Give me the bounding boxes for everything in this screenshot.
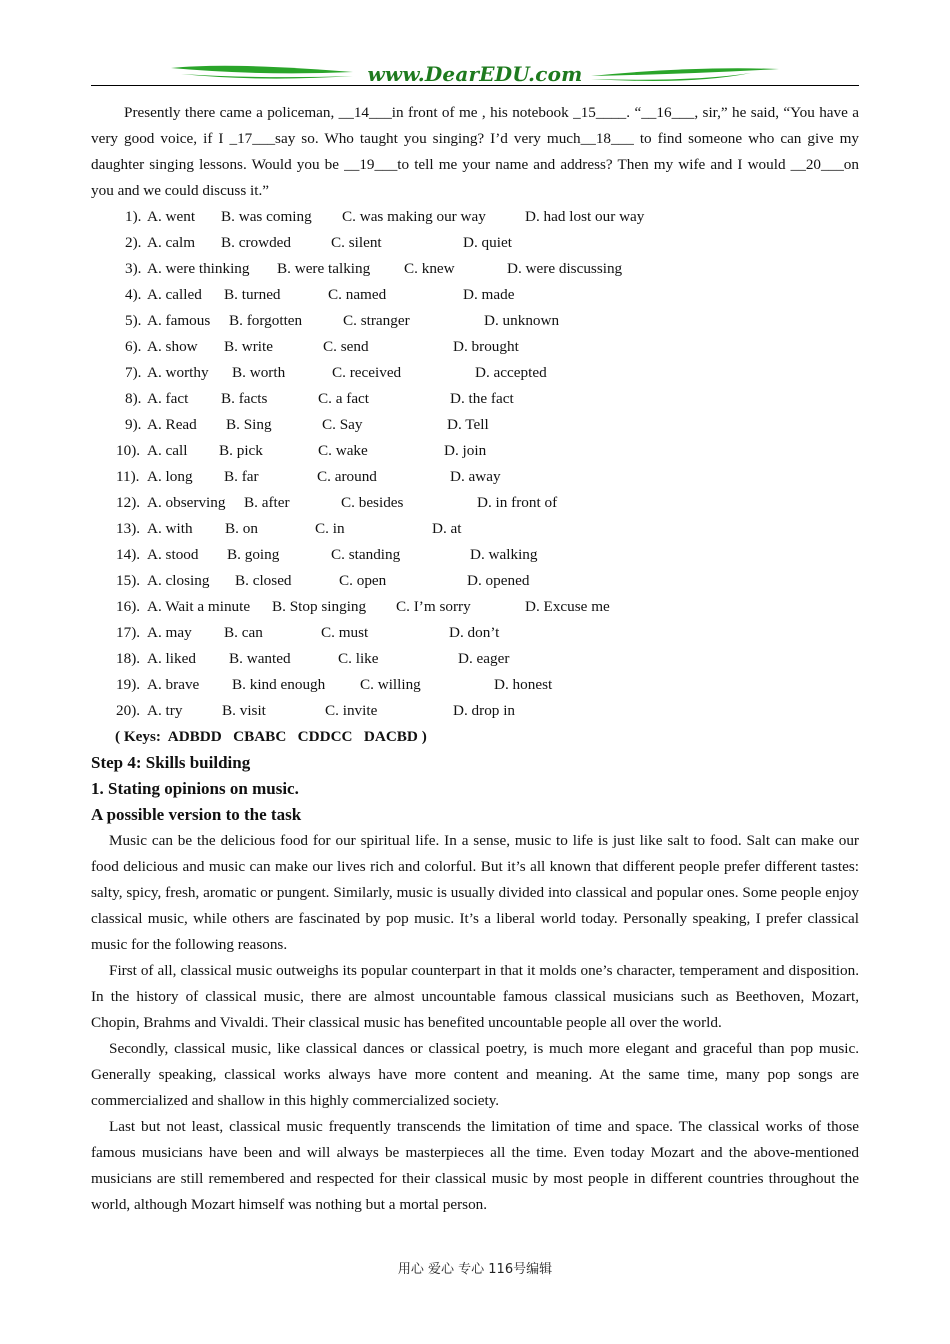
option-a: A. calm xyxy=(147,234,196,251)
option-a: A. try xyxy=(147,702,183,719)
option-a: A. were thinking xyxy=(147,260,250,277)
option-d: D. made xyxy=(463,286,515,303)
option-a: A. call xyxy=(147,442,188,459)
option-d: D. at xyxy=(432,520,462,537)
essay-paragraph: Secondly, classical music, like classical dances or classical poetry, is much more elegant and graceful than pop music. Generally speaking, classical works always have more content and meaning. At the same time, many pop songs are commercialized and shallow in this highly commercialized society. xyxy=(91,1040,859,1109)
option-d: D. unknown xyxy=(484,312,560,329)
option-a: A. show xyxy=(147,338,198,355)
option-a: A. Wait a minute xyxy=(147,598,251,615)
option-row xyxy=(91,672,859,698)
option-d: D. join xyxy=(444,442,487,459)
option-b: B. can xyxy=(224,624,263,641)
option-number: 3). xyxy=(125,260,142,277)
option-c: C. a fact xyxy=(318,390,370,407)
site-logo: www.DearEDU.com xyxy=(367,62,583,86)
option-row xyxy=(91,334,859,360)
option-number: 19). xyxy=(116,676,141,693)
option-c: C. send xyxy=(323,338,369,355)
option-a: A. famous xyxy=(147,312,211,329)
option-b: B. facts xyxy=(221,390,268,407)
option-number: 15). xyxy=(116,572,141,589)
option-d: D. honest xyxy=(494,676,553,693)
option-number: 17). xyxy=(116,624,141,641)
option-number: 10). xyxy=(116,442,141,459)
option-b: B. forgotten xyxy=(229,312,303,329)
option-number: 12). xyxy=(116,494,141,511)
option-c: C. willing xyxy=(360,676,421,693)
option-c: C. in xyxy=(315,520,345,537)
option-c: C. knew xyxy=(404,260,455,277)
option-c: C. I’m sorry xyxy=(396,598,471,615)
option-a: A. with xyxy=(147,520,193,537)
essay-paragraph: Music can be the delicious food for our spiritual life. In a sense, music to life is just like salt to food. Salt can make our food delicious and music can make our lives rich and colorful. But it’s all known that different people prefer different tastes: salty, spicy, fresh, aromatic or pungent. Similarly, music is usually divided into classical and popular ones. Some people enjoy classical music, while others are fascinated by pop music. It’s a liberal world today. Personally speaking, I prefer classical music for the following reasons. xyxy=(91,832,859,953)
option-row xyxy=(91,360,859,386)
option-c: C. received xyxy=(332,364,402,381)
option-row xyxy=(91,698,859,724)
option-c: C. stranger xyxy=(343,312,410,329)
option-row xyxy=(91,412,859,438)
essay-paragraph: First of all, classical music outweighs its popular counterpart in that it molds one’s character, temperament and disposition. In the history of classical music, there are almost uncountable famous classical musicians such as Beethoven, Mozart, Chopin, Brahms and Vivaldi. Their classical music has benefited uncountable people all over the world. xyxy=(91,962,859,1031)
option-b: B. on xyxy=(225,520,258,537)
answer-keys: ( Keys: ADBDD CBABC CDDCC DACBD ) xyxy=(115,728,427,745)
option-c: C. like xyxy=(338,650,379,667)
option-b: B. were talking xyxy=(277,260,371,277)
option-row xyxy=(91,594,859,620)
option-a: A. may xyxy=(147,624,192,641)
option-a: A. closing xyxy=(147,572,210,589)
option-row xyxy=(91,464,859,490)
option-d: D. away xyxy=(450,468,501,485)
option-a: A. long xyxy=(147,468,193,485)
option-d: D. accepted xyxy=(475,364,547,381)
option-b: B. worth xyxy=(232,364,286,381)
option-row xyxy=(91,282,859,308)
option-b: B. crowded xyxy=(221,234,292,251)
sub-heading: 1. Stating opinions on music. xyxy=(91,779,299,798)
option-a: A. liked xyxy=(147,650,196,667)
option-d: D. opened xyxy=(467,572,530,589)
option-d: D. brought xyxy=(453,338,519,355)
option-number: 4). xyxy=(125,286,142,303)
option-number: 8). xyxy=(125,390,142,407)
page-footer: 用心 爱心 专心 116号编辑 xyxy=(397,1262,553,1277)
option-b: B. visit xyxy=(222,702,266,719)
option-d: D. in front of xyxy=(477,494,558,511)
option-a: A. Read xyxy=(147,416,197,433)
option-number: 7). xyxy=(125,364,142,381)
option-number: 20). xyxy=(116,702,141,719)
option-b: B. write xyxy=(224,338,273,355)
option-number: 9). xyxy=(125,416,142,433)
option-c: C. must xyxy=(321,624,369,641)
cloze-paragraph: Presently there came a policeman, __14___in front of me , his notebook _15____. “__16___, sir,” he said, “You have a very good voice, if I _17___say so. Who taught you singing? I’d very much__18___ to find someone who can give my daughter singing lessons. Would you be __19___to tell me your name and address? Then my wife and I would __20___on you and we could discuss it.” xyxy=(91,104,859,199)
option-c: C. silent xyxy=(331,234,382,251)
option-b: B. turned xyxy=(224,286,281,303)
option-d: D. Tell xyxy=(447,416,489,433)
option-d: D. eager xyxy=(458,650,510,667)
option-row xyxy=(91,542,859,568)
option-b: B. kind enough xyxy=(232,676,326,693)
option-c: C. open xyxy=(339,572,387,589)
option-row xyxy=(91,516,859,542)
option-number: 16). xyxy=(116,598,141,615)
option-b: B. was coming xyxy=(221,208,312,225)
option-row xyxy=(91,490,859,516)
option-number: 2). xyxy=(125,234,142,251)
option-b: B. closed xyxy=(235,572,292,589)
option-b: B. Stop singing xyxy=(272,598,367,615)
option-number: 18). xyxy=(116,650,141,667)
option-d: D. were discussing xyxy=(507,260,623,277)
option-c: C. around xyxy=(317,468,377,485)
option-row xyxy=(91,438,859,464)
option-number: 14). xyxy=(116,546,141,563)
option-c: C. wake xyxy=(318,442,368,459)
options-list xyxy=(91,204,859,724)
option-b: B. pick xyxy=(219,442,263,459)
option-a: A. went xyxy=(147,208,196,225)
option-row xyxy=(91,568,859,594)
option-c: C. standing xyxy=(331,546,401,563)
option-number: 11). xyxy=(116,468,140,485)
option-row xyxy=(91,308,859,334)
option-a: A. stood xyxy=(147,546,199,563)
version-heading: A possible version to the task xyxy=(91,805,302,824)
option-d: D. drop in xyxy=(453,702,516,719)
option-a: A. fact xyxy=(147,390,189,407)
option-b: B. going xyxy=(227,546,280,563)
option-row xyxy=(91,386,859,412)
option-c: C. besides xyxy=(341,494,404,511)
option-b: B. Sing xyxy=(226,416,272,433)
header-divider xyxy=(91,85,859,86)
option-c: C. invite xyxy=(325,702,378,719)
option-d: D. walking xyxy=(470,546,538,563)
option-row xyxy=(91,646,859,672)
option-a: A. observing xyxy=(147,494,226,511)
option-row xyxy=(91,620,859,646)
option-b: B. wanted xyxy=(229,650,291,667)
option-c: C. was making our way xyxy=(342,208,486,225)
option-a: A. brave xyxy=(147,676,200,693)
option-c: C. named xyxy=(328,286,387,303)
option-row xyxy=(91,230,859,256)
option-c: C. Say xyxy=(322,416,363,433)
option-d: D. had lost our way xyxy=(525,208,645,225)
option-d: D. quiet xyxy=(463,234,512,251)
essay-paragraph: Last but not least, classical music frequently transcends the limitation of time and space. The classical works of those famous musicians have been and will always be masterpieces all the time. Even today Mozart and the above-mentioned musicians are still remembered and respected for their classical music by most people in different countries throughout the world, although Mozart himself was nothing but a mortal person. xyxy=(91,1118,859,1213)
option-row xyxy=(91,204,859,230)
option-a: A. called xyxy=(147,286,202,303)
option-number: 6). xyxy=(125,338,142,355)
option-d: D. the fact xyxy=(450,390,514,407)
site-header xyxy=(91,60,859,90)
option-number: 13). xyxy=(116,520,141,537)
option-number: 5). xyxy=(125,312,142,329)
option-number: 1). xyxy=(125,208,142,225)
step-heading: Step 4: Skills building xyxy=(91,753,251,772)
option-b: B. after xyxy=(244,494,290,511)
option-d: D. Excuse me xyxy=(525,598,610,615)
option-d: D. don’t xyxy=(449,624,500,641)
option-a: A. worthy xyxy=(147,364,209,381)
option-b: B. far xyxy=(224,468,259,485)
option-row xyxy=(91,256,859,282)
document-body xyxy=(91,100,859,1218)
